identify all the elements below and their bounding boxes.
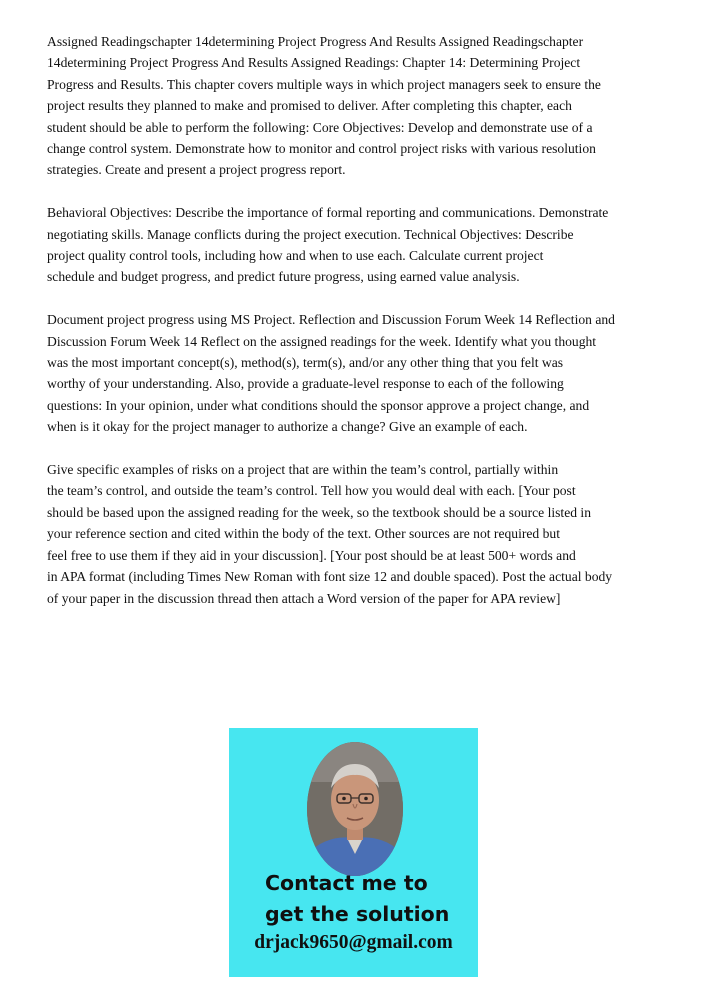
document-paragraph [47, 459, 667, 609]
text-line: questions: In your opinion, under what conditions should the sponsor approve a project change, and [47, 397, 590, 413]
text-line: schedule and budget progress, and predict future progress, using earned value analysis. [47, 269, 520, 285]
text-line: in APA format (including Times New Roman with font size 12 and double spaced). Post the actual body [47, 569, 613, 585]
document-body [47, 31, 667, 630]
cta-line-1: Contact me to [265, 871, 428, 895]
text-line: Progress and Results. This chapter covers multiple ways in which project managers seek to ensure the [47, 76, 601, 92]
text-line: was the most important concept(s), method(s), term(s), and/or any other thing that you felt was [47, 355, 564, 371]
document-paragraph [47, 202, 667, 288]
author-photo-icon [307, 742, 403, 876]
text-line: should be based upon the assigned reading for the week, so the textbook should be a source listed in [47, 504, 592, 520]
text-line: feel free to use them if they aid in your discussion]. [Your post should be at least 500+ words and [47, 547, 576, 563]
document-paragraph [47, 309, 667, 437]
contact-email[interactable]: drjack9650@gmail.com [254, 932, 453, 953]
text-line: Discussion Forum Week 14 Reflect on the assigned readings for the week. Identify what you thought [47, 333, 597, 349]
text-line: Behavioral Objectives: Describe the importance of formal reporting and communications. Demonstrate [47, 205, 609, 221]
call-to-action [265, 868, 475, 930]
cta-line-2: get the solution [265, 902, 450, 926]
text-line: worthy of your understanding. Also, provide a graduate-level response to each of the following [47, 376, 564, 392]
text-line: of your paper in the discussion thread then attach a Word version of the paper for APA review] [47, 590, 561, 606]
text-line: 14determining Project Progress And Results Assigned Readings: Chapter 14: Determining Project [47, 55, 581, 71]
text-line: when is it okay for the project manager to authorize a change? Give an example of each. [47, 419, 528, 435]
text-line: negotiating skills. Manage conflicts during the project execution. Technical Objectives: Describe [47, 226, 574, 242]
text-line: strategies. Create and present a project progress report. [47, 162, 346, 178]
text-line: Document project progress using MS Project. Reflection and Discussion Forum Week 14 Reflection and [47, 312, 615, 328]
text-line: your reference section and cited within the body of the text. Other sources are not required but [47, 526, 560, 542]
text-line: project quality control tools, including how and when to use each. Calculate current project [47, 248, 544, 264]
text-line: change control system. Demonstrate how to monitor and control project risks with various resolution [47, 141, 596, 157]
text-line: Assigned Readingschapter 14determining Project Progress And Results Assigned Readingschapter [47, 34, 584, 49]
author-portrait [307, 742, 403, 876]
text-line: Give specific examples of risks on a project that are within the team’s control, partially within [47, 462, 559, 478]
text-line: the team’s control, and outside the team’s control. Tell how you would deal with each. [Your post [47, 483, 576, 499]
contact-advert[interactable] [229, 728, 478, 977]
text-line: student should be able to perform the following: Core Objectives: Develop and demonstrate use of a [47, 119, 593, 135]
text-line: project results they planned to make and promised to deliver. After completing this chapter, each [47, 98, 572, 114]
document-paragraph [47, 31, 667, 181]
